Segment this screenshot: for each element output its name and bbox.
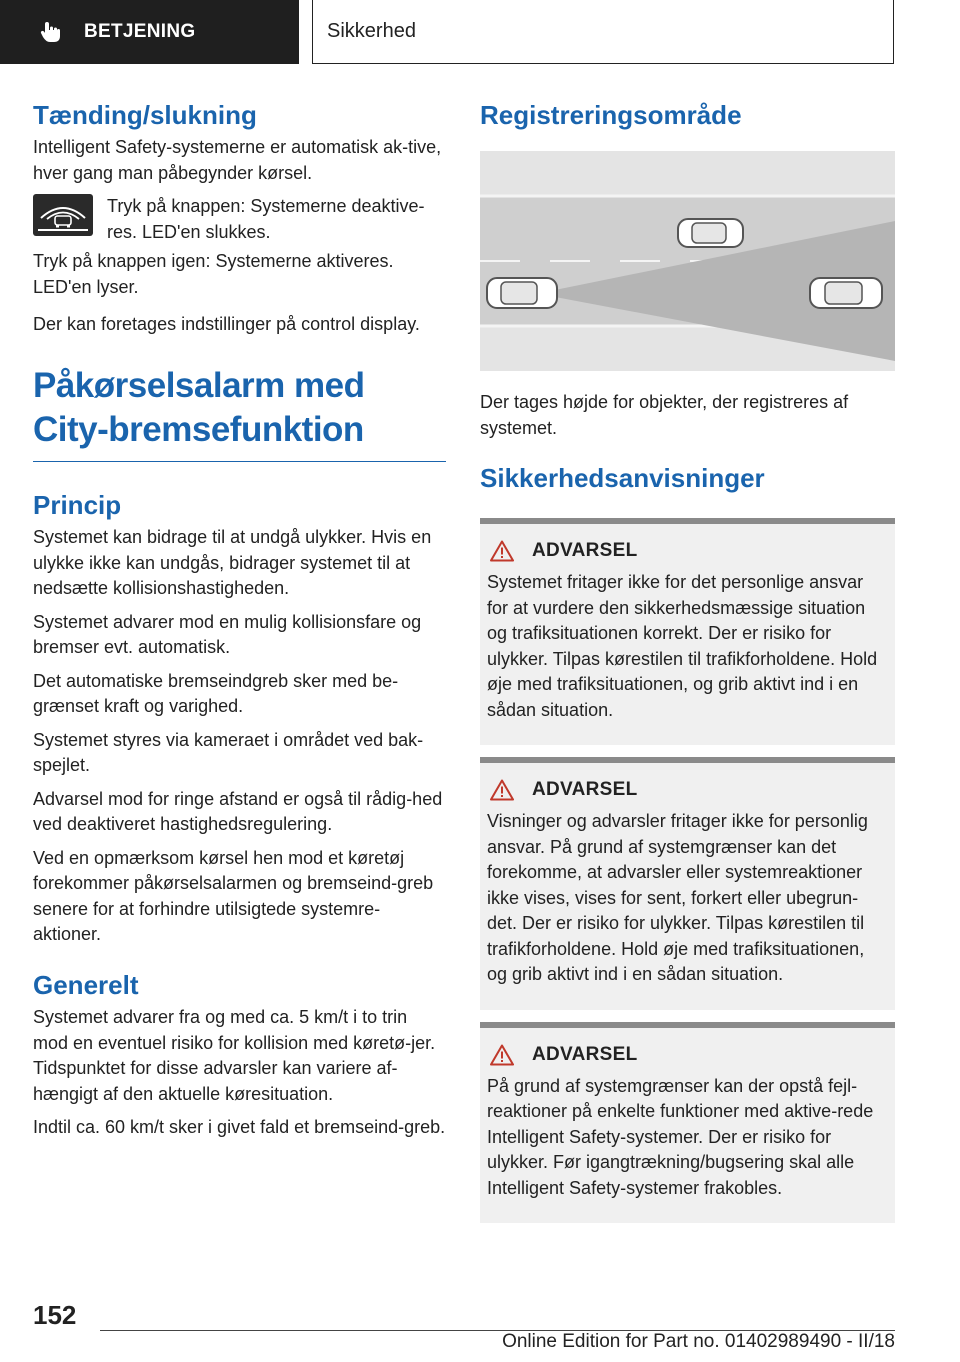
heading-detection-area: Registreringsområde: [480, 100, 742, 130]
intelligent-safety-button-icon: [33, 194, 93, 236]
warning-text: Systemet fritager ikke for det personlige ansvar for at vurdere den sikkerhedsmæssige situation og trafiksituationen korrekt. Der er risiko for ulykker. Tilpas kørestilen til trafikforholdene. Hold øje med trafiksituationen, og grib aktivt ind i en sådan situation.: [487, 572, 878, 720]
hand-pointer-icon: [38, 19, 64, 45]
car-front-left-icon: [678, 219, 743, 247]
text-principle-4: Systemet styres via kameraet i området ved bak-spejlet.: [33, 729, 424, 776]
chapter-label: BETJENING: [84, 21, 196, 42]
text-general-2: Indtil ca. 60 km/t sker i givet fald et bremseind-greb.: [33, 1117, 446, 1138]
warning-box-1: [480, 518, 895, 745]
page-number: 152: [33, 1300, 77, 1330]
warning-text: Visninger og advarsler fritager ikke for personlig ansvar. På grund af systemgrænser kan det forekomme, at advarsler eller systemreaktioner ikke vises, vises for sent, forkert eller ubegrun-det. Der er risiko for ulykker. Tilpas kørestilen til trafikforholdene. Hold øje med trafiksituationen, og grib aktivt ind i en sådan situation.: [487, 811, 868, 985]
detection-area-illustration: [480, 151, 895, 371]
text-detection-area: Der tages højde for objekter, der registreres af systemet.: [480, 392, 849, 438]
left-column: [33, 100, 446, 1149]
warning-title: ADVARSEL: [532, 1043, 638, 1065]
warning-triangle-icon: [490, 540, 514, 562]
heading-principle: Princip: [33, 490, 122, 521]
text-principle-5: Advarsel mod for ringe afstand er også til rådig-hed ved deaktiveret hastighedsregulering.: [33, 788, 443, 835]
text-principle-2: Systemet advarer mod en mulig kollisionsfare og bremser evt. automatisk.: [33, 611, 422, 658]
heading-switch: Tænding/slukning: [33, 100, 257, 130]
text-switch-3: Der kan foretages indstillinger på control display.: [33, 314, 420, 335]
warning-title: ADVARSEL: [532, 540, 638, 562]
text-general-1: Systemet advarer fra og med ca. 5 km/t i to trin mod en eventuel risiko for kollision med køretø-jer. Tidspunktet for disse advarsler kan variere af-hængigt af den aktuelle køresituation.: [33, 1007, 436, 1104]
warning-text: På grund af systemgrænser kan der opstå fejl-reaktioner på enkelte funktioner med aktive-rede Intelligent Safety-systemer. Der er risiko for ulykker. Før igangtrækning/bugsering skal alle Intelligent Safety-systemer frakobles.: [487, 1075, 874, 1198]
text-principle-1: Systemet kan bidrage til at undgå ulykker. Hvis en ulykke ikke kan undgås, bidrager systemet til at nedsætte kollisionshastigheden.: [33, 527, 432, 599]
warning-triangle-icon: [490, 779, 514, 801]
heading-safety: Sikkerhedsanvisninger: [480, 463, 765, 494]
heading-general: Generelt: [33, 969, 139, 1000]
text-button-action: Tryk på knappen: Systemerne deaktive-res. LED'en slukkes.: [107, 196, 425, 242]
warning-triangle-icon: [490, 1044, 514, 1066]
warning-box-2: [480, 757, 895, 1010]
car-front-same-lane-icon: [810, 278, 882, 308]
text-switch-1: Intelligent Safety-systemerne er automatisk ak-tive, hver gang man påbegynder kørsel.: [33, 137, 442, 183]
section-label: Sikkerhed: [327, 20, 416, 42]
footer-edition: Online Edition for Part no. 01402989490 - II/18: [502, 1331, 895, 1352]
button-instruction: [33, 194, 446, 245]
warning-box-3: [480, 1022, 895, 1224]
section-header: [312, 0, 894, 64]
car-ego-icon: [487, 278, 557, 308]
main-heading-block: [33, 364, 446, 463]
main-heading: Påkørselsalarm med City-bremsefunktion: [33, 365, 365, 450]
right-column: [480, 100, 895, 1223]
warning-title: ADVARSEL: [532, 779, 638, 801]
text-principle-6: Ved en opmærksom kørsel hen mod et køretøj forekommer påkørselsalarmen og bremseind-greb senere for at forhindre utilsigtede systemre-aktioner.: [33, 847, 434, 945]
text-switch-2: Tryk på knappen igen: Systemerne aktiveres. LED'en lyser.: [33, 251, 394, 297]
chapter-tab: [0, 0, 299, 64]
text-principle-3: Det automatiske bremseindgreb sker med be-grænset kraft og varighed.: [33, 670, 399, 717]
